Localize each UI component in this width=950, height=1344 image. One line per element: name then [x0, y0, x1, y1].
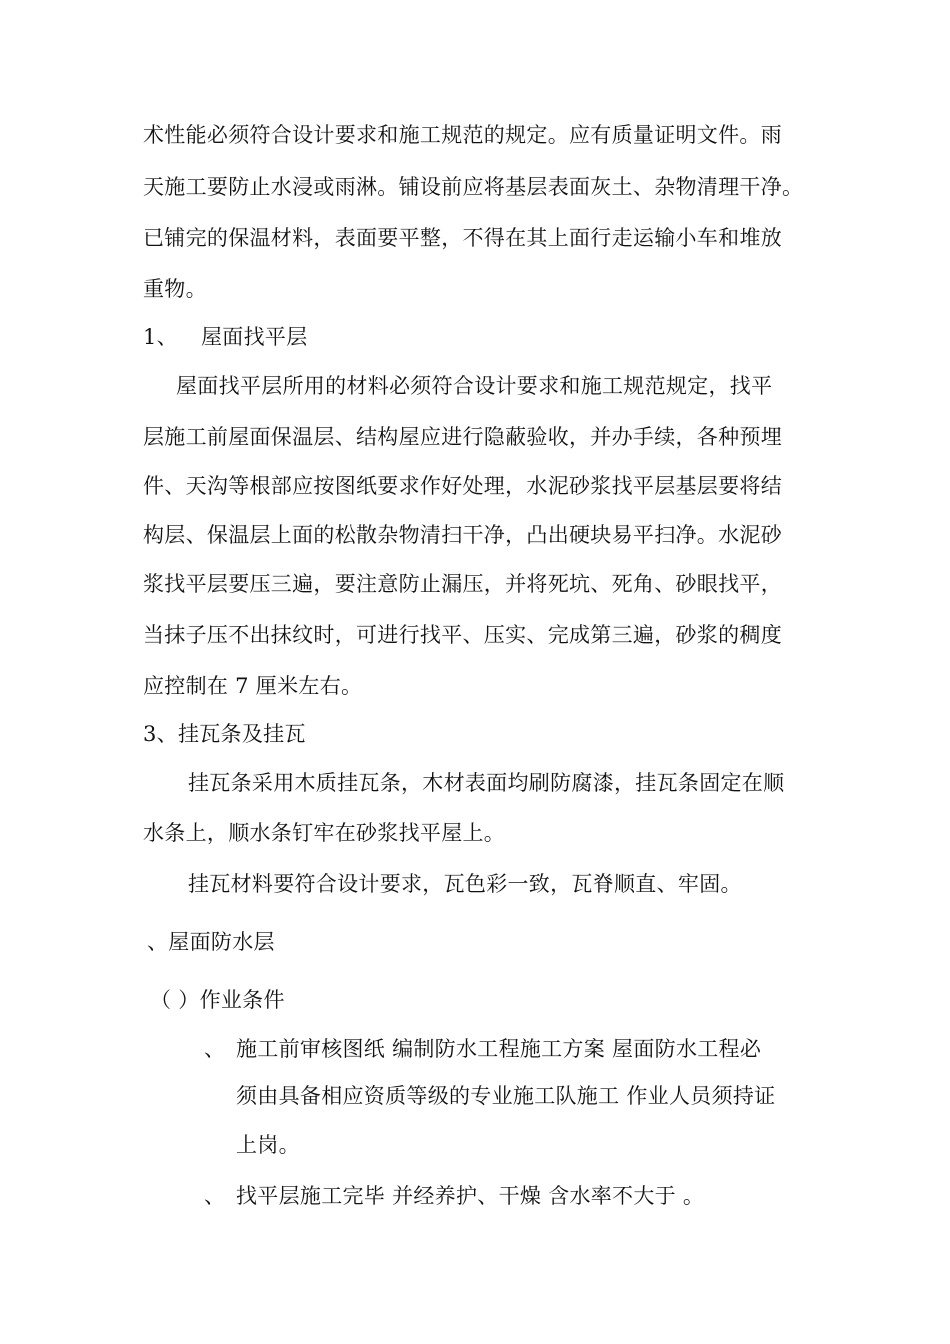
text-line: 当抹子压不出抹纹时，可进行找平、压实、完成第三遍，砂浆的稠度	[143, 623, 782, 647]
text-line: 挂瓦条采用木质挂瓦条，木材表面均刷防腐漆，挂瓦条固定在顺	[188, 771, 785, 795]
text-line: 须由具备相应资质等级的专业施工队施工 作业人员须持证	[236, 1084, 776, 1108]
heading-title: 屋面找平层	[201, 325, 308, 349]
paragraph-tile-material: 挂瓦材料要符合设计要求，瓦色彩一致，瓦脊顺直、牢固。	[188, 872, 742, 896]
heading-work-conditions: （ ）作业条件	[150, 988, 285, 1012]
heading-waterproof-layer: 、屋面防水层	[147, 930, 275, 954]
heading-tile-battens: 3、挂瓦条及挂瓦	[143, 722, 306, 746]
text-line: 屋面找平层所用的材料必须符合设计要求和施工规范规定，找平	[176, 374, 773, 398]
text-line: 施工前审核图纸 编制防水工程施工方案 屋面防水工程必	[236, 1037, 762, 1061]
text-line: 应控制在 7 厘米左右。	[143, 674, 363, 698]
text-line: 天施工要防止水浸或雨淋。铺设前应将基层表面灰土、杂物清理干净。	[143, 175, 804, 199]
text-line: 已铺完的保温材料，表面要平整，不得在其上面行走运输小车和堆放	[143, 226, 782, 250]
text-line: 上岗。	[236, 1133, 300, 1157]
text-line: 找平层施工完毕 并经养护、干燥 含水率不大于 。	[236, 1184, 705, 1208]
text-line: 浆找平层要压三遍，要注意防止漏压，并将死坑、死角、砂眼找平，	[143, 572, 782, 596]
list-marker: 、	[204, 1184, 226, 1208]
text-line: 术性能必须符合设计要求和施工规范的规定。应有质量证明文件。雨	[143, 123, 782, 147]
heading-number: 1、	[143, 325, 178, 349]
text-line: 件、天沟等根部应按图纸要求作好处理，水泥砂浆找平层基层要将结	[143, 474, 782, 498]
text-line: 重物。	[143, 277, 207, 301]
text-line: 层施工前屋面保温层、结构屋应进行隐蔽验收，并办手续，各种预埋	[143, 425, 782, 449]
list-marker: 、	[204, 1037, 226, 1061]
text-line: 水条上，顺水条钉牢在砂浆找平屋上。	[143, 821, 506, 845]
text-line: 构层、保温层上面的松散杂物清扫干净，凸出硬块易平扫净。水泥砂	[143, 523, 782, 547]
